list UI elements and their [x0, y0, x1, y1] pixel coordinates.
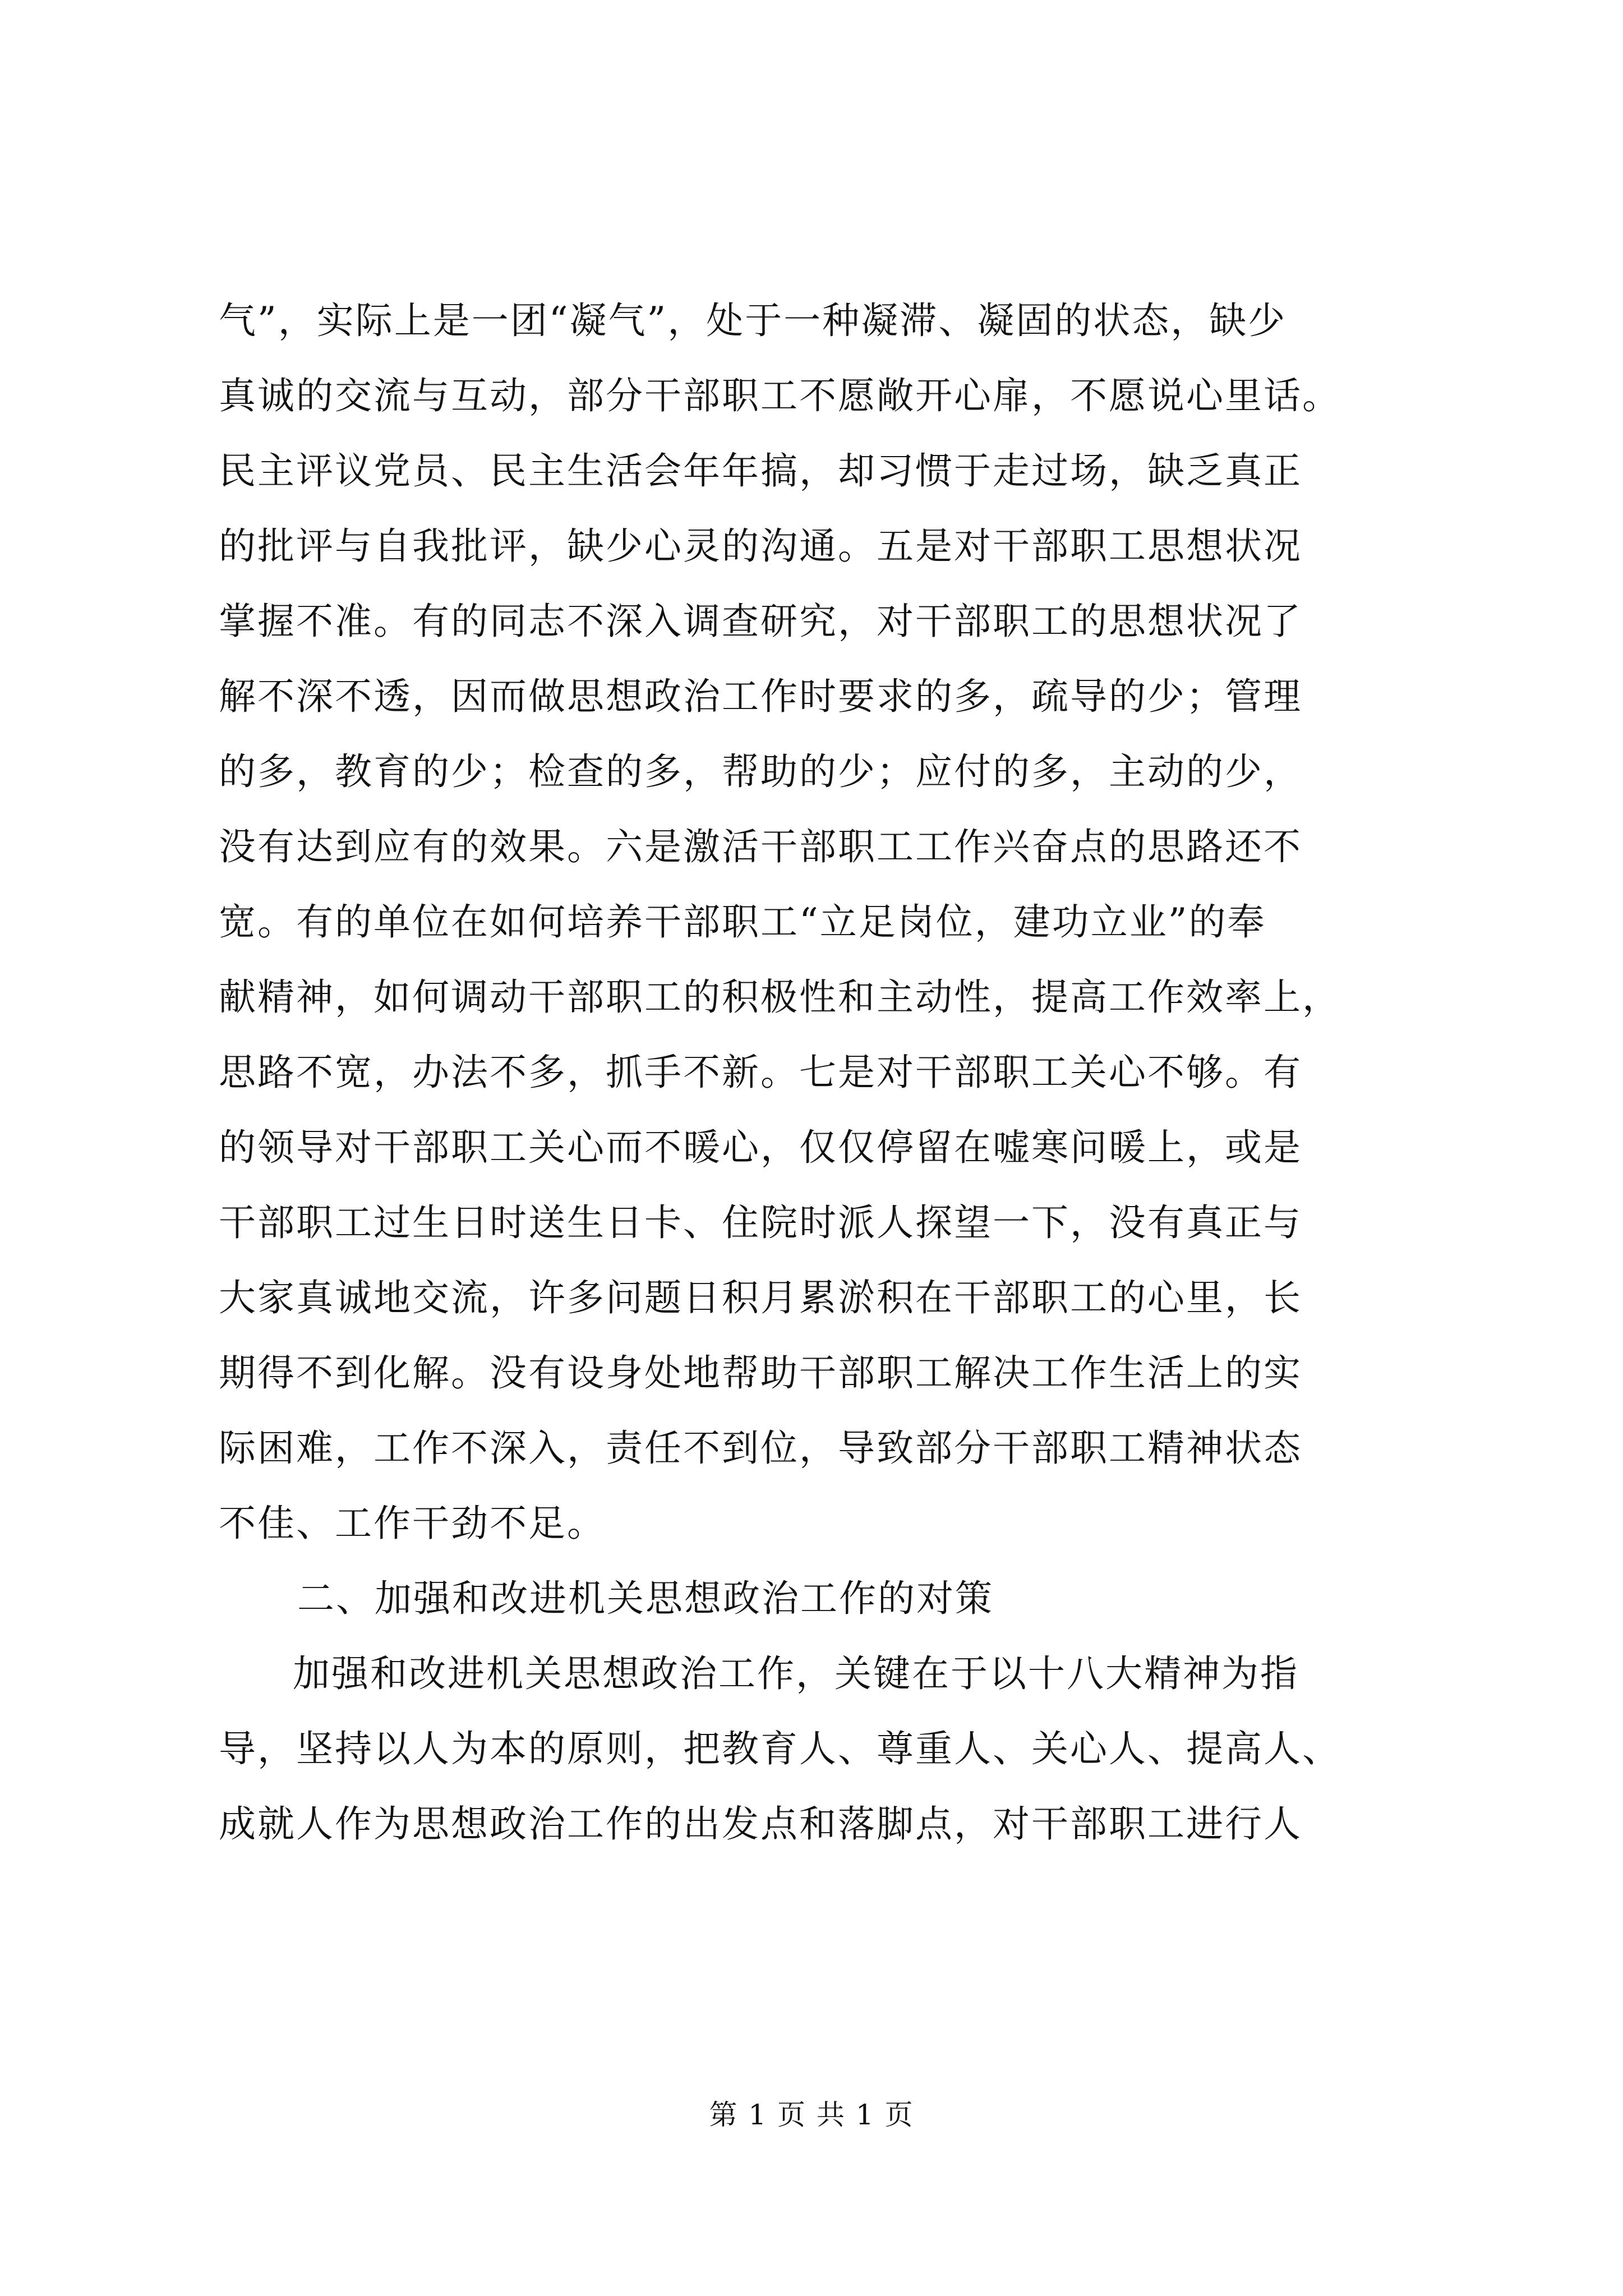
text-line: 的批评与自我批评，缺少心灵的沟通。五是对干部职工思想状况	[219, 524, 1302, 568]
text-line: 掌握不准。有的同志不深入调查研究，对干部职工的思想状况了	[219, 600, 1302, 643]
text-line: 干部职工过生日时送生日卡、住院时派人探望一下，没有真正与	[219, 1201, 1302, 1244]
text-line: 宽。有的单位在如何培养干部职工“立足岗位，建功立业”的奉	[219, 900, 1266, 944]
text-line: 的多，教育的少；检查的多，帮助的少；应付的多，主动的少，	[219, 750, 1302, 793]
paragraph-first-line: 加强和改进机关思想政治工作，关键在于以十八大精神为指	[293, 1652, 1299, 1695]
text-line: 气”，实际上是一团“凝气”，处于一种凝滞、凝固的状态，缺少	[219, 299, 1287, 342]
text-line: 不佳、工作干劲不足。	[219, 1502, 606, 1545]
text-line: 期得不到化解。没有设身处地帮助干部职工解决工作生活上的实	[219, 1351, 1302, 1395]
text-line: 献精神，如何调动干部职工的积极性和主动性，提高工作效率上，	[219, 976, 1341, 1019]
text-line: 民主评议党员、民主生活会年年搞，却习惯于走过场，缺乏真正	[219, 449, 1302, 493]
section-heading: 二、加强和改进机关思想政治工作的对策	[297, 1577, 994, 1620]
text-line: 际困难，工作不深入，责任不到位，导致部分干部职工精神状态	[219, 1427, 1302, 1470]
text-line: 没有达到应有的效果。六是激活干部职工工作兴奋点的思路还不	[219, 825, 1302, 868]
text-line: 真诚的交流与互动，部分干部职工不愿敞开心扉，不愿说心里话。	[219, 374, 1341, 417]
text-line: 大家真诚地交流，许多问题日积月累淤积在干部职工的心里，长	[219, 1276, 1302, 1319]
body-text	[219, 283, 1430, 1862]
page-footer: 第 1 页 共 1 页	[709, 2099, 914, 2131]
text-line: 思路不宽，办法不多，抓手不新。七是对干部职工关心不够。有	[219, 1051, 1302, 1094]
text-line: 导，坚持以人为本的原则，把教育人、尊重人、关心人、提高人、	[219, 1727, 1341, 1770]
text-line: 解不深不透，因而做思想政治工作时要求的多，疏导的少；管理	[219, 675, 1302, 718]
text-line: 的领导对干部职工关心而不暖心，仅仅停留在嘘寒问暖上，或是	[219, 1126, 1302, 1169]
text-line: 成就人作为思想政治工作的出发点和落脚点，对干部职工进行人	[219, 1802, 1302, 1846]
